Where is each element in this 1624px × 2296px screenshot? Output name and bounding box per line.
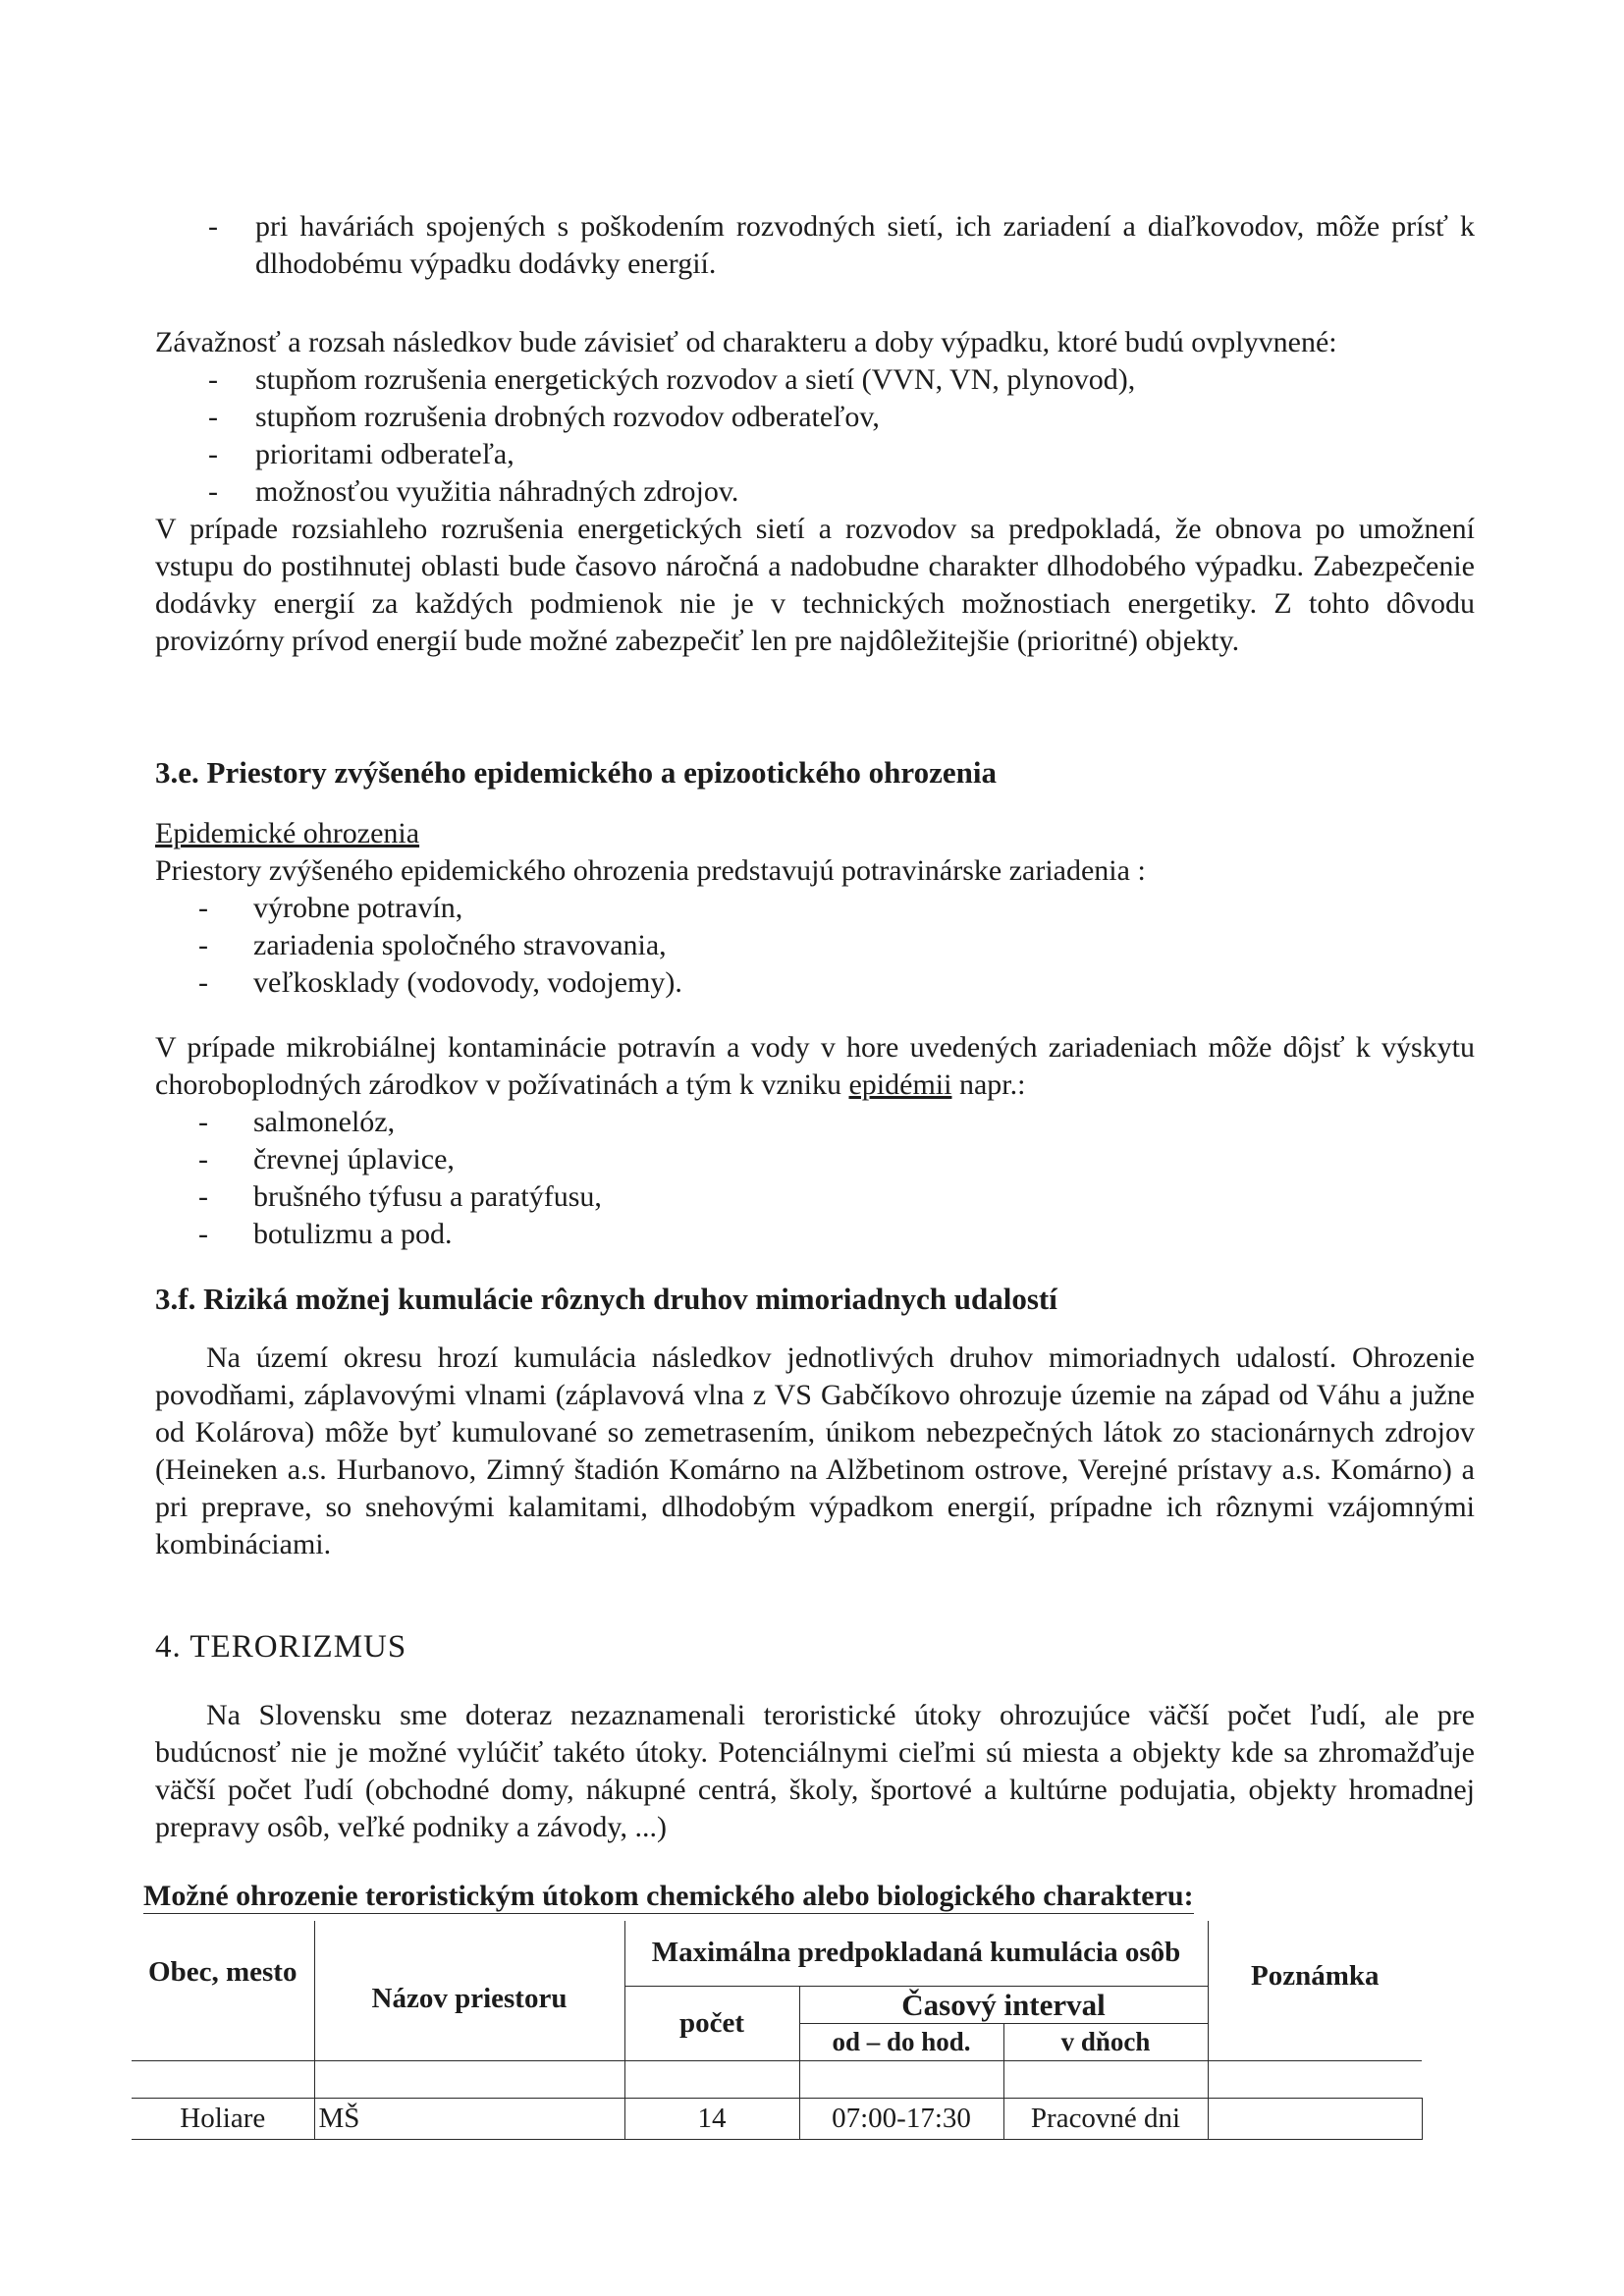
section-3f-body	[155, 1339, 1475, 1563]
cell-note	[1208, 2098, 1422, 2139]
threat-table-wrapper	[132, 1921, 1422, 2140]
header-place: Názov priestoru	[314, 1921, 624, 2060]
spacer-cell	[799, 2060, 1003, 2098]
disease-list	[198, 1104, 1475, 1253]
section-3e-subheading: Epidemické ohrozenia	[155, 817, 420, 849]
severity-item: - možnosťou využitia náhradných zdrojov.	[208, 473, 1475, 511]
table-caption-block	[143, 1878, 1479, 1915]
spacer-cell	[1003, 2060, 1208, 2098]
severity-item: - prioritami odberateľa,	[208, 436, 1475, 473]
disease-item: - brušného týfusu a paratýfusu,	[198, 1178, 1475, 1216]
contamination-text-start: V prípade mikrobiálnej kontaminácie potravín a vody v hore uvedených zariadeniach môže dôjsť k výskytu choroboplodných zárodkov v požívatinách a tým k vzniku	[155, 1031, 1475, 1101]
facility-list	[198, 890, 1475, 1002]
section-3e	[155, 754, 1475, 792]
header-interval: Časový interval	[799, 1986, 1208, 2023]
severity-item: - stupňom rozrušenia energetických rozvodov a sietí (VVN, VN, plynovod),	[208, 361, 1475, 399]
cell-days: Pracovné dni	[1003, 2098, 1208, 2139]
header-note: Poznámka	[1208, 1921, 1422, 2060]
header-hours: od – do hod.	[799, 2023, 1003, 2060]
section-4-title: 4. TERORIZMUS	[155, 1629, 407, 1665]
section-4-paragraph: Na Slovensku sme doteraz nezaznamenali teroristické útoky ohrozujúce väčší počet ľudí, ale pre budúcnosť nie je možné vylúčiť takéto útoky. Potenciálnymi cieľmi sú miesta a objekty kde sa zhromažďuje väčší počet ľudí (obchodné domy, nákupné centrá, školy, športové a kultúrne podujatia, objekty hromadnej prepravy osôb, veľké podniky a závody, ...)	[155, 1699, 1475, 1843]
header-max-group: Maximálna predpokladaná kumulácia osôb	[624, 1921, 1208, 1986]
section-3e-lead: Priestory zvýšeného epidemického ohrozenia predstavujú potravinárske zariadenia :	[155, 854, 1146, 887]
severity-item: - stupňom rozrušenia drobných rozvodov odberateľov,	[208, 399, 1475, 436]
intro-bullet-text: - pri haváriách spojených s poškodením rozvodných sietí, ich zariadení a diaľkovodov, môže prísť k dlhodobému výpadku dodávky energií.	[208, 208, 1475, 283]
intro-bullet	[208, 208, 1475, 283]
severity-block	[155, 324, 1475, 660]
section-3e-body	[155, 815, 1475, 1002]
severity-paragraph: V prípade rozsiahleho rozrušenia energetických sietí a rozvodov sa predpokladá, že obnova po umožnení vstupu do postihnutej oblasti bude časovo náročná a nadobudne charakter dlhodobého výpadku. Zabezpečenie dodávky energií za každých podmienok nie je v technických možnostiach energetiky. Z tohto dôvodu provizórny prívod energií bude možné zabezpečiť len pre najdôležitejšie (prioritné) objekty.	[155, 513, 1475, 657]
section-4	[155, 1628, 1475, 1666]
spacer-cell	[1208, 2060, 1422, 2098]
severity-list	[208, 361, 1475, 511]
header-count: počet	[624, 1986, 799, 2060]
facility-item: - výrobne potravín,	[198, 890, 1475, 927]
spacer-cell	[314, 2060, 624, 2098]
table-caption: Možné ohrozenie teroristickým útokom chemického alebo biologického charakteru:	[143, 1880, 1194, 1912]
section-3f-title: 3.f. Riziká možnej kumulácie rôznych druhov mimoriadnych udalostí	[155, 1282, 1057, 1316]
cell-count: 14	[624, 2098, 799, 2139]
section-3e-title: 3.e. Priestory zvýšeného epidemického a epizootického ohrozenia	[155, 755, 997, 790]
table-row	[132, 2098, 1422, 2139]
header-days: v dňoch	[1003, 2023, 1208, 2060]
spacer-cell	[624, 2060, 799, 2098]
severity-lead: Závažnosť a rozsah následkov bude závisieť od charakteru a doby výpadku, ktoré budú ovplyvnené:	[155, 326, 1337, 358]
contamination-paragraph	[155, 1029, 1475, 1104]
section-3f	[155, 1281, 1475, 1318]
epidemic-term: epidémii	[848, 1068, 952, 1101]
section-4-body	[155, 1697, 1475, 1846]
disease-item: - botulizmu a pod.	[198, 1216, 1475, 1253]
contamination-block	[155, 1029, 1475, 1253]
threat-table	[132, 1921, 1423, 2140]
cell-municipality: Holiare	[132, 2098, 314, 2139]
header-municipality: Obec, mesto	[132, 1921, 314, 2060]
table-spacer-row	[132, 2060, 1422, 2098]
spacer-cell	[132, 2060, 314, 2098]
disease-item: - črevnej úplavice,	[198, 1141, 1475, 1178]
section-3f-paragraph: Na území okresu hrozí kumulácia následkov jednotlivých druhov mimoriadnych udalostí. Ohrozenie povodňami, záplavovými vlnami (záplavová vlna z VS Gabčíkovo ohrozuje územie na západ od Váhu a južne od Kolárova) môže byť kumulované so zemetrasením, únikom nebezpečných látok zo stacionárnych zdrojov (Heineken a.s. Hurbanovo, Zimný štadión Komárno na Alžbetinom ostrove, Verejné prístavy a.s. Komárno) a pri preprave, so snehovými kalamitami, dlhodobým výpadkom energií, prípadne ich rôznymi vzájomnými kombináciami.	[155, 1341, 1475, 1560]
disease-item: - salmonelóz,	[198, 1104, 1475, 1141]
cell-place: MŠ	[314, 2098, 624, 2139]
facility-item: - veľkosklady (vodovody, vodojemy).	[198, 964, 1475, 1002]
contamination-text-end: napr.:	[951, 1068, 1026, 1101]
facility-item: - zariadenia spoločného stravovania,	[198, 927, 1475, 964]
cell-hours: 07:00-17:30	[799, 2098, 1003, 2139]
